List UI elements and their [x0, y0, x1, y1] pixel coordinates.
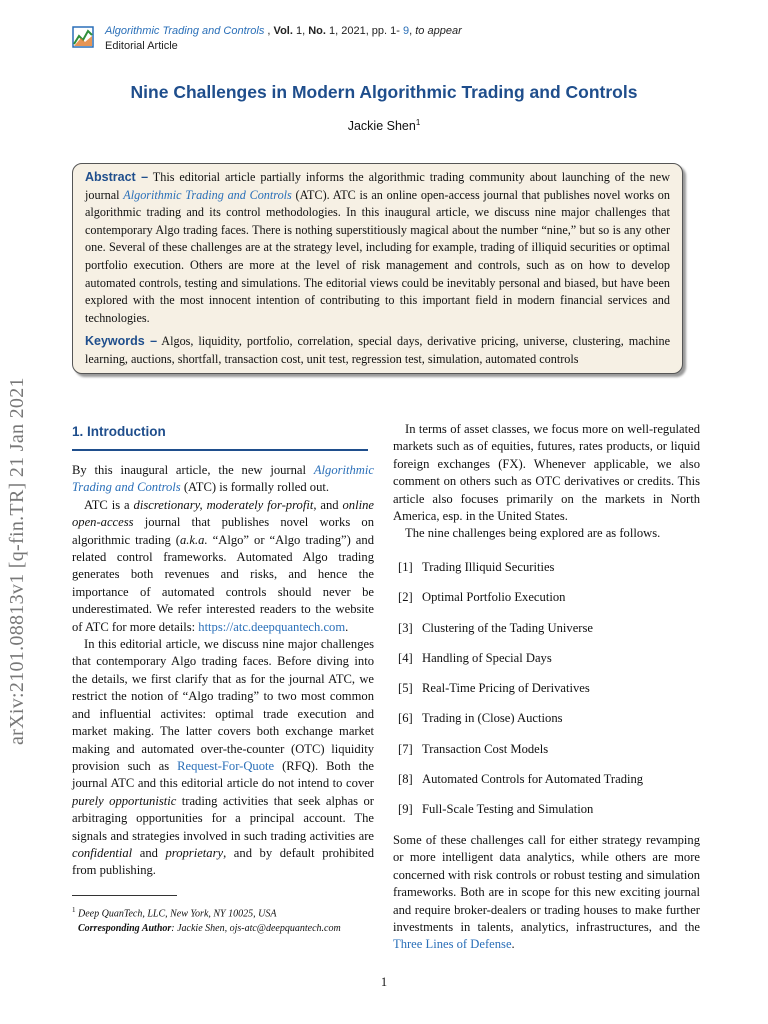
- list-item: [2] Optimal Portfolio Execution: [398, 590, 566, 605]
- intro-paragraph-3: In this editorial article, we discuss nine major challenges that contemporary Algo trading faces. Before diving into the details, we first clarify that as for the journal ATC, we restrict the notion of “Algo trading” to two most common and influential activites: optimal trade execution and market making. The latter covers both exchange market making and automated over-the-counter (OTC) liquidity provision such as Request-For-Quote (RFQ). Both the journal ATC and this editorial article do not intend to cover purely opportunistic trading activities that seek alphas or arbitraging opportunities for a principal account. The signals and strategies involved in such trading activities are confidential and proprietary, and by default prohibited from publishing.: [72, 637, 374, 878]
- running-header: Algorithmic Trading and Controls , Vol. 1, No. 1, 2021, pp. 1- 9, to appear Editorial Article: [105, 25, 462, 52]
- section-rule: [72, 449, 368, 451]
- abstract-box: [72, 163, 683, 374]
- keywords: Keywords – Algos, liquidity, portfolio, correlation, special days, derivative pricing, universe, clustering, machine learning, auctions, shortfall, transaction cost, unit test, regression test, simulation, automated controls: [85, 334, 670, 366]
- journal-link[interactable]: Algorithmic Trading and Controls: [72, 463, 374, 495]
- end-page-link[interactable]: 9: [403, 25, 410, 37]
- author: Jackie Shen$^1$: [347, 118, 421, 134]
- to-appear: to appear: [415, 25, 462, 37]
- rfq-link[interactable]: Request-For-Quote: [177, 758, 275, 773]
- header-journal-link[interactable]: Algorithmic Trading and Controls: [105, 25, 265, 37]
- page-number: 1: [380, 975, 388, 989]
- atc-website-link[interactable]: https://atc.deepquantech.com: [198, 619, 346, 634]
- closing-paragraph: Some of these challenges call for either strategy revamping or more intelligent data analytics, while others are more concerned with risk controls or robust testing and simulation frameworks. Both are in scope for this new exciting journal and require broker-dealers or trading houses to make further investments in talents, analytics, infrastructures, and the Three Lines of Defense.: [393, 833, 700, 952]
- footnote-rule: [72, 895, 177, 896]
- challenges-intro: The nine challenges being explored are as follows.: [405, 526, 661, 541]
- challenge-list: [398, 559, 698, 832]
- asset-class-paragraph: In terms of asset classes, we focus more on well-regulated markets such as of equities, futures, rates products, or liquid foreign exchanges (FX). Whenever applicable, we also comment on others such as OTC derivatives or credits. This article also focuses primarily on the markets in North America, esp. in the United States.: [393, 422, 700, 524]
- article-type: Editorial Article: [105, 40, 178, 52]
- list-item: [6] Trading in (Close) Auctions: [398, 711, 563, 726]
- list-item: [8] Automated Controls for Automated Trading: [398, 772, 644, 787]
- intro-paragraph-2: ATC is a discretionary, moderately for-profit, and online open-access journal that publishes novel works on algorithmic trading (a.k.a. “Algo” or “Algo trading”) and related control frameworks. Automated Algo trading generates both revenues and risks, and hence the importance of automated controls should never be underestimated. We refer interested readers to the website of ATC for more details: https://atc.deepquantech.com.: [72, 497, 374, 634]
- right-column: [393, 421, 700, 543]
- list-item: [1] Trading Illiquid Securities: [398, 560, 555, 574]
- abstract-journal-link[interactable]: Algorithmic Trading and Controls: [123, 187, 292, 202]
- three-lines-link[interactable]: Three Lines of Defense: [393, 937, 512, 952]
- left-column: [72, 462, 374, 880]
- abstract-text: Abstract – This editorial article partially informs the algorithmic trading community about launching of the new journal Algorithmic Trading and Controls (ATC). ATC is an online open-access journal that publishes novel works on algorithmic trading and its control methodologies. In this inaugural article, we discuss nine major challenges that contemporary Algo trading faces. There is nothing superstitiously magical about the number “nine,” but so is any other one. Several of these challenges are at the strategy level, including for example, trading of illiquid securities or optimal portfolio execution. Others are more at the level of risk management and controls, such as on how to develop automated controls, testing and simulations. The editorial views could be inevitably personal and biased, but have been explored with the most innocent intention of contributing to this important field in modern financial services and technologies.: [85, 170, 670, 325]
- list-item: [3] Clustering of the Tading Universe: [398, 620, 593, 635]
- journal-logo-icon: [72, 26, 94, 48]
- footnote: $^1$ Deep QuanTech, LLC, New York, NY 10025, USA Corresponding Author: Jackie Shen, ojs-atc@deepquantech.com: [72, 906, 341, 935]
- list-item: [4] Handling of Special Days: [398, 650, 552, 665]
- paper-title: Nine Challenges in Modern Algorithmic Trading and Controls: [130, 82, 638, 102]
- list-item: [7] Transaction Cost Models: [398, 741, 549, 756]
- section-heading-introduction: 1. Introduction: [72, 424, 166, 439]
- intro-paragraph-1: By this inaugural article, the new journal Algorithmic Trading and Controls (ATC) is formally rolled out.: [72, 463, 374, 495]
- list-item: [9] Full-Scale Testing and Simulation: [398, 802, 594, 817]
- list-item: [5] Real-Time Pricing of Derivatives: [398, 681, 590, 696]
- arxiv-stamp: arXiv:2101.08813v1 [q-fin.TR] 21 Jan 2021: [6, 377, 28, 745]
